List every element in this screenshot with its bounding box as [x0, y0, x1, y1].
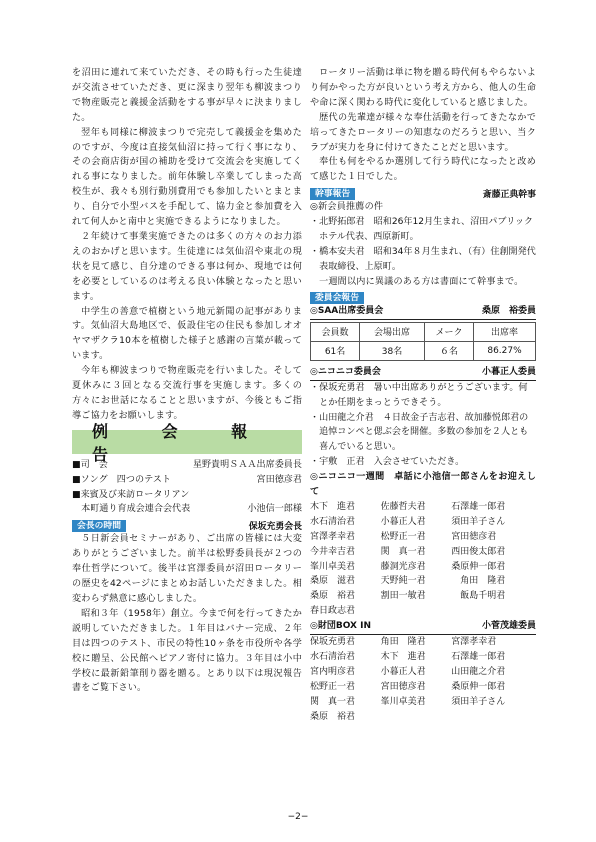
program-list — [72, 458, 302, 518]
name-cell: 石澤雄一郎君 — [451, 652, 506, 663]
name-row — [310, 710, 536, 725]
name-row — [310, 515, 536, 530]
new-member-title: ◎新会員推薦の件 — [310, 202, 384, 213]
saa-value-cell: 86.27% — [474, 341, 536, 360]
saa-header-cell: 会員数 — [311, 322, 360, 341]
name-cell: 宮田徳彦君 — [451, 531, 497, 542]
secretary-tag: 幹事報告 — [310, 188, 355, 200]
attendance-table — [310, 322, 536, 361]
name-cell — [451, 710, 536, 725]
meeting-report-banner: 例 会 報 告 — [72, 430, 302, 454]
name-cell: 今井幸吉君 — [310, 546, 356, 557]
name-cell: 木下 進君 — [380, 652, 426, 663]
name-cell: 桑原伸一郎君 — [451, 681, 506, 692]
name-cell: 峯川卓美君 — [310, 561, 356, 572]
name-cell: 西田俊太郎君 — [451, 546, 506, 557]
paragraph: ２年続けて事業実施できたのは多くの方々のお力添えのおかげと思います。生徒達には気仙沼や東北の現状を見て感じ、自分達のできる事は何か、現地では何を必要としているのは考える良い体験となったと思います。 — [72, 231, 302, 302]
paragraph: 奉仕も何をやるか選別して行う時代になったと改めて感じた１日でした。 — [310, 157, 536, 183]
name-cell: 松野正一君 — [380, 531, 426, 542]
name-cell: 松野正一君 — [310, 681, 356, 692]
name-cell: 桑原 滋君 — [310, 576, 356, 587]
saa-value-cell: 38名 — [360, 341, 425, 360]
saa-header-cell: 会場出席 — [360, 322, 425, 341]
chair-name: 保坂充勇会長 — [248, 522, 302, 533]
name-cell: 藤洞光彦君 — [380, 561, 426, 572]
name-cell: 須田羊子さん — [451, 696, 506, 707]
name-row — [310, 665, 536, 680]
program-label: ■ソング 四つのテスト — [72, 474, 171, 485]
name-cell: 水石清治君 — [310, 652, 356, 663]
name-cell: 桑原 裕君 — [310, 711, 356, 722]
name-cell: 宮内明彦君 — [310, 667, 356, 677]
paragraph: 歴代の先輩達が様々な奉仕活動を行ってきたなかで培ってきたロータリーの知恵なのだろうと思い、当クラブが実力を身に付けてきたことだと思います。 — [310, 112, 536, 153]
name-cell: 小暮正人君 — [380, 516, 426, 527]
saa-header-cell: 出席率 — [474, 322, 536, 341]
name-row — [310, 560, 536, 575]
program-label: ■司 会 — [72, 459, 108, 470]
program-item — [72, 488, 302, 503]
committee-header — [310, 292, 536, 304]
niko-name: 小暮正人委員 — [481, 366, 536, 377]
saa-name: 桑原 裕委員 — [481, 305, 536, 316]
saa-section-header — [310, 304, 536, 320]
saa-header-cell: メーク — [424, 322, 473, 341]
left-paragraphs — [72, 66, 302, 424]
name-cell: 小暮正人君 — [380, 667, 426, 677]
box-names-table — [310, 635, 536, 724]
week-title: ◎ニコニコ一週間 卓話に小池信一郎さんをお迎えして — [310, 472, 536, 498]
name-cell — [451, 604, 536, 619]
niko-list — [310, 381, 536, 470]
name-cell: 宮田徳彦君 — [380, 681, 426, 692]
name-cell — [381, 604, 452, 619]
name-cell: 桑原伸一郎君 — [451, 561, 506, 572]
niko-item: ・保坂充勇君 暑い中出席ありがとうございます。何とか任期をまっとうできそう。 — [310, 382, 528, 408]
name-row — [310, 545, 536, 560]
niko-item: ・山田龍之介君 ４日故金子吉志君、故加藤悦郎君の追悼コンペと偲ぶ会を開催。多数の参加を２人とも喜んでいると思い。 — [310, 412, 529, 453]
objection-note: 一週間以内に異議のある方は書面にて幹事まで。 — [319, 276, 524, 287]
saa-title: ◎SAA出席委員会 — [310, 305, 384, 316]
program-label: 本町通り育成会連合会代表 — [72, 504, 191, 515]
secretary-name: 斎藤正典幹事 — [482, 190, 536, 201]
name-cell: 角田 隆君 — [380, 637, 426, 648]
name-row — [310, 574, 536, 589]
name-cell: 宮澤孝幸君 — [310, 531, 356, 542]
new-member-list — [310, 215, 536, 275]
chair-paragraphs — [72, 532, 302, 696]
name-row — [310, 680, 536, 695]
name-cell: 石澤雄一郎君 — [451, 501, 506, 512]
niko-section-header — [310, 365, 536, 381]
name-cell: 須田羊子さん — [451, 516, 506, 527]
name-cell: 山田龍之介君 — [451, 667, 506, 677]
name-cell: 佐藤哲夫君 — [380, 501, 426, 512]
niko-item: ・宇敷 正君 入会させていただき。 — [310, 457, 465, 468]
paragraph: 翌年も同様に柳波まつりで完売して義援金を集めたのですが、今度は直接気仙沼に持って行く事になり、その会商店街が国の補助を受けて交流会を実施してくれる事になりました。前年体験し卒業してしまった高校生が、我々も別行動別費用でも参加したいとまとまり、自分で小型バスを手配して、協力金と参加費を入れて何人かと南中と実施できるようになりました。 — [72, 127, 302, 228]
chair-header — [72, 519, 302, 532]
paragraph: 今年も柳波まつりで物産販売を行いました。そして夏休みに３回となる交流行事を実施します。多くの方々にお世話になることと思いますが、今後ともご指導ご協力をお願いします。 — [72, 366, 302, 421]
secretary-header — [310, 187, 536, 200]
name-cell: 木下 進君 — [310, 501, 356, 512]
new-member-item: ・橋本安夫君 昭和34年８月生まれ、（有）住創開発代表取締役、上原町。 — [310, 246, 536, 272]
program-label: ■来賓及び来訪ロータリアン — [72, 489, 190, 500]
chair-tag: 会長の時間 — [72, 520, 126, 532]
committee-tag: 委員会報告 — [310, 292, 364, 304]
new-member-item: ・北野拓郎君 昭和26年12月生まれ、沼田パブリックホテル代表、西原新町。 — [310, 217, 534, 243]
name-cell: 天野純一君 — [380, 576, 426, 587]
right-column — [310, 66, 536, 725]
box-title: ◎財団BOX IN — [310, 621, 371, 632]
name-cell: 保坂充勇君 — [310, 637, 356, 648]
name-cell: 峯川卓美君 — [380, 696, 426, 707]
name-cell: 春日政志君 — [310, 606, 356, 617]
saa-value-cell: 61名 — [311, 341, 360, 360]
paragraph: ５日新会員セミナーがあり、ご出席の皆様には大変ありがとうございました。前半は松野委員長が２つの奉仕哲学について。後半は宮澤委員が沼田ロータリーの歴史を42ページにまとめお話しいただきました。相変わらず熱意に感心しました。 — [72, 534, 302, 604]
right-paragraphs — [310, 66, 536, 185]
paragraph: 中学生の善意で植樹という地元新聞の記事があります。気仙沼大島地区で、仮設住宅の住民も参加しオオヤマザクラ10本を植樹した様子と感謝の言葉が載っています。 — [72, 306, 302, 362]
program-value: 小池信一郎様 — [247, 504, 302, 515]
program-value: 宮田徳彦君 — [256, 474, 302, 485]
name-cell: 桑原 裕君 — [310, 591, 356, 602]
name-cell: 割田一敏君 — [380, 591, 426, 602]
paragraph: ロータリー活動は単に物を贈る時代何もやらないより何かやった方が良いという考え方から、他人の生命や命に深く関わる時代に変化していると感じました。 — [310, 68, 536, 108]
paragraph: 昭和３年（1958年）創立。今まで何を行ってきたか説明していただきました。１年目はバナー完成、２年目は四つのテスト、市民の特性10ヶ条を市役所や各学校に贈呈、公民館へピアノ寄付に協力。３年目は小中学校に最新鉛筆削り器を贈る。とあり以下は現況報告書をご覧下さい。 — [72, 608, 302, 694]
left-column — [72, 66, 302, 696]
program-value: 星野貴明ＳＡＡ出席委員長 — [192, 459, 302, 470]
program-item — [72, 502, 302, 517]
name-row — [310, 635, 536, 650]
niko-title: ◎ニコニコ委員会 — [310, 366, 381, 377]
name-row — [310, 650, 536, 665]
paragraph: を沼田に連れて来ていただき、その時も行った生徒達が交流させていただき、更に深まり翌年も柳波まつりで物産販売と義援金活動をする事が早々に決まりました。 — [72, 68, 302, 123]
name-row — [310, 500, 536, 515]
box-section-header — [310, 619, 536, 635]
name-cell: 関 真一君 — [380, 546, 426, 557]
name-cell: 水石清治君 — [310, 516, 356, 527]
name-cell: 飯島千明君 — [451, 591, 506, 602]
name-cell: 角田 隆君 — [451, 576, 506, 587]
saa-value-cell: ６名 — [424, 341, 473, 360]
name-cell: 宮澤孝幸君 — [451, 637, 497, 648]
program-item — [72, 473, 302, 488]
name-row — [310, 530, 536, 545]
name-row — [310, 589, 536, 604]
name-cell: 関 真一君 — [310, 696, 356, 707]
name-row — [310, 695, 536, 710]
box-name: 小菅茂雄委員 — [481, 621, 536, 632]
page-number: −2− — [287, 812, 309, 822]
name-row — [310, 604, 536, 619]
week-names-table — [310, 500, 536, 619]
name-cell — [381, 710, 452, 725]
